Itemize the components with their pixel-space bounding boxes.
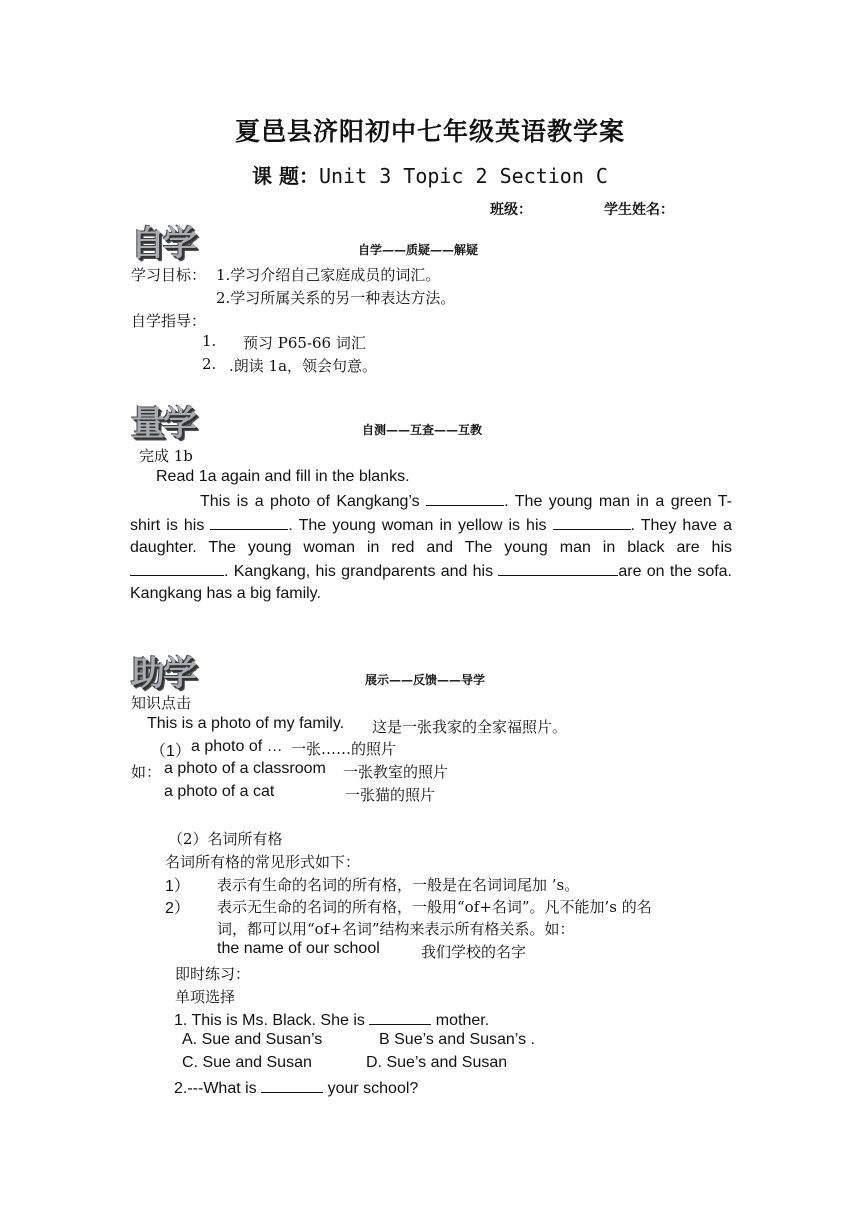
measure-logo: 量学 <box>131 404 195 444</box>
fill-blank-paragraph <box>130 490 732 606</box>
guide-2-number: 2. <box>202 355 217 373</box>
question-1-text: 1. This is Ms. Black. She is <box>174 1012 365 1029</box>
blank-5[interactable] <box>498 560 618 576</box>
guide-1-number: 1. <box>202 332 217 350</box>
item-2-title: （2）名词所有格 <box>168 830 283 848</box>
rule-2-line-1: 表示无生命的名词的所有格，一般用“of+名词”。凡不能加’s 的名 <box>217 898 652 916</box>
measure-instruction: Read 1a again and fill in the blanks. <box>156 468 410 485</box>
item-1-number: （1） <box>150 743 191 760</box>
goal-1: 1.学习介绍自己家庭成员的词汇。 <box>216 266 441 284</box>
help-heading: 展示——反馈——导学 <box>365 673 486 687</box>
class-label: 班级： <box>490 202 532 218</box>
subject-value: Unit 3 Topic 2 Section C <box>318 164 608 188</box>
example-1-chinese: 一张教室的照片 <box>343 763 449 781</box>
option-c[interactable]: C. Sue and Susan <box>182 1054 312 1071</box>
paragraph-text-4: . They have a daughter. The young woman in red and The young man in black are his <box>130 516 732 557</box>
paragraph-text-2: . The young man in a green T-shirt is his <box>130 493 733 534</box>
rule-1-number: 1） <box>165 878 190 895</box>
self-study-heading: 自学——质疑——解疑 <box>358 243 479 257</box>
guide-label: 自学指导： <box>131 312 207 330</box>
option-a[interactable]: A. Sue and Susan’s <box>182 1031 323 1048</box>
goals-label: 学习目标： <box>131 266 207 284</box>
choice-label: 单项选择 <box>175 988 236 1006</box>
example-2-english: a photo of a cat <box>164 783 275 800</box>
example-2-chinese: 一张猫的照片 <box>345 786 436 804</box>
question-2-end: your school? <box>327 1080 419 1097</box>
knowledge-label: 知识点击 <box>131 694 192 712</box>
blank-4[interactable] <box>130 560 224 576</box>
item-1-english: a photo of … <box>191 738 283 755</box>
example-1-english: a photo of a classroom <box>164 760 326 777</box>
paragraph-text-6: are on the sofa. Kangkang has a big family. <box>130 562 733 603</box>
practice-label: 即时练习： <box>175 965 251 983</box>
option-d[interactable]: D. Sue’s and Susan <box>366 1054 508 1071</box>
question-2 <box>174 1077 418 1098</box>
rule-2-example-chinese: 我们学校的名字 <box>421 943 527 961</box>
help-logo: 助学 <box>131 654 195 694</box>
question-2-text: 2.---What is <box>174 1080 257 1097</box>
option-b[interactable]: B Sue’s and Susan’s . <box>379 1031 535 1048</box>
goal-2: 2.学习所属关系的另一种表达方法。 <box>216 289 456 307</box>
paragraph-text-1: This is a photo of Kangkang’s <box>200 493 420 510</box>
rule-2-example-english: the name of our school <box>217 940 380 957</box>
ru-label: 如： <box>131 763 162 781</box>
paragraph-text-3: . The young woman in yellow is his <box>288 516 547 534</box>
rule-1-text: 表示有生命的名词的所有格，一般是在名词词尾加 ’s。 <box>217 876 580 894</box>
guide-1-text: 预习 P65-66 词汇 <box>243 334 366 352</box>
item-2-description: 名词所有格的常见形式如下： <box>165 853 361 871</box>
measure-heading: 自测——互查——互教 <box>362 423 483 437</box>
question-1 <box>174 1009 489 1030</box>
guide-2-text: .朗读 1a，领会句意。 <box>229 357 378 375</box>
example-english: This is a photo of my family. <box>147 715 345 732</box>
paragraph-text-5: . Kangkang, his grandparents and his <box>224 562 494 580</box>
lesson-subject <box>0 160 860 189</box>
page-title: 夏邑县济阳初中七年级英语教学案 <box>234 117 625 146</box>
question-1-blank[interactable] <box>369 1009 431 1025</box>
student-name-label: 学生姓名： <box>604 202 674 218</box>
question-1-end: mother. <box>435 1012 490 1029</box>
item-1-chinese: 一张……的照片 <box>291 740 397 758</box>
blank-1[interactable] <box>426 490 504 506</box>
subject-label: 课 题： <box>252 164 319 188</box>
rule-2-number: 2） <box>165 900 190 917</box>
rule-2-line-2: 词，都可以用“of+名词”结构来表示所有格关系。如： <box>217 920 575 938</box>
question-2-blank[interactable] <box>261 1077 323 1093</box>
blank-3[interactable] <box>553 514 631 530</box>
example-chinese: 这是一张我家的全家福照片。 <box>372 718 568 736</box>
self-study-logo: 自学 <box>131 224 195 264</box>
measure-task: 完成 1b <box>139 447 193 465</box>
blank-2[interactable] <box>210 514 288 530</box>
